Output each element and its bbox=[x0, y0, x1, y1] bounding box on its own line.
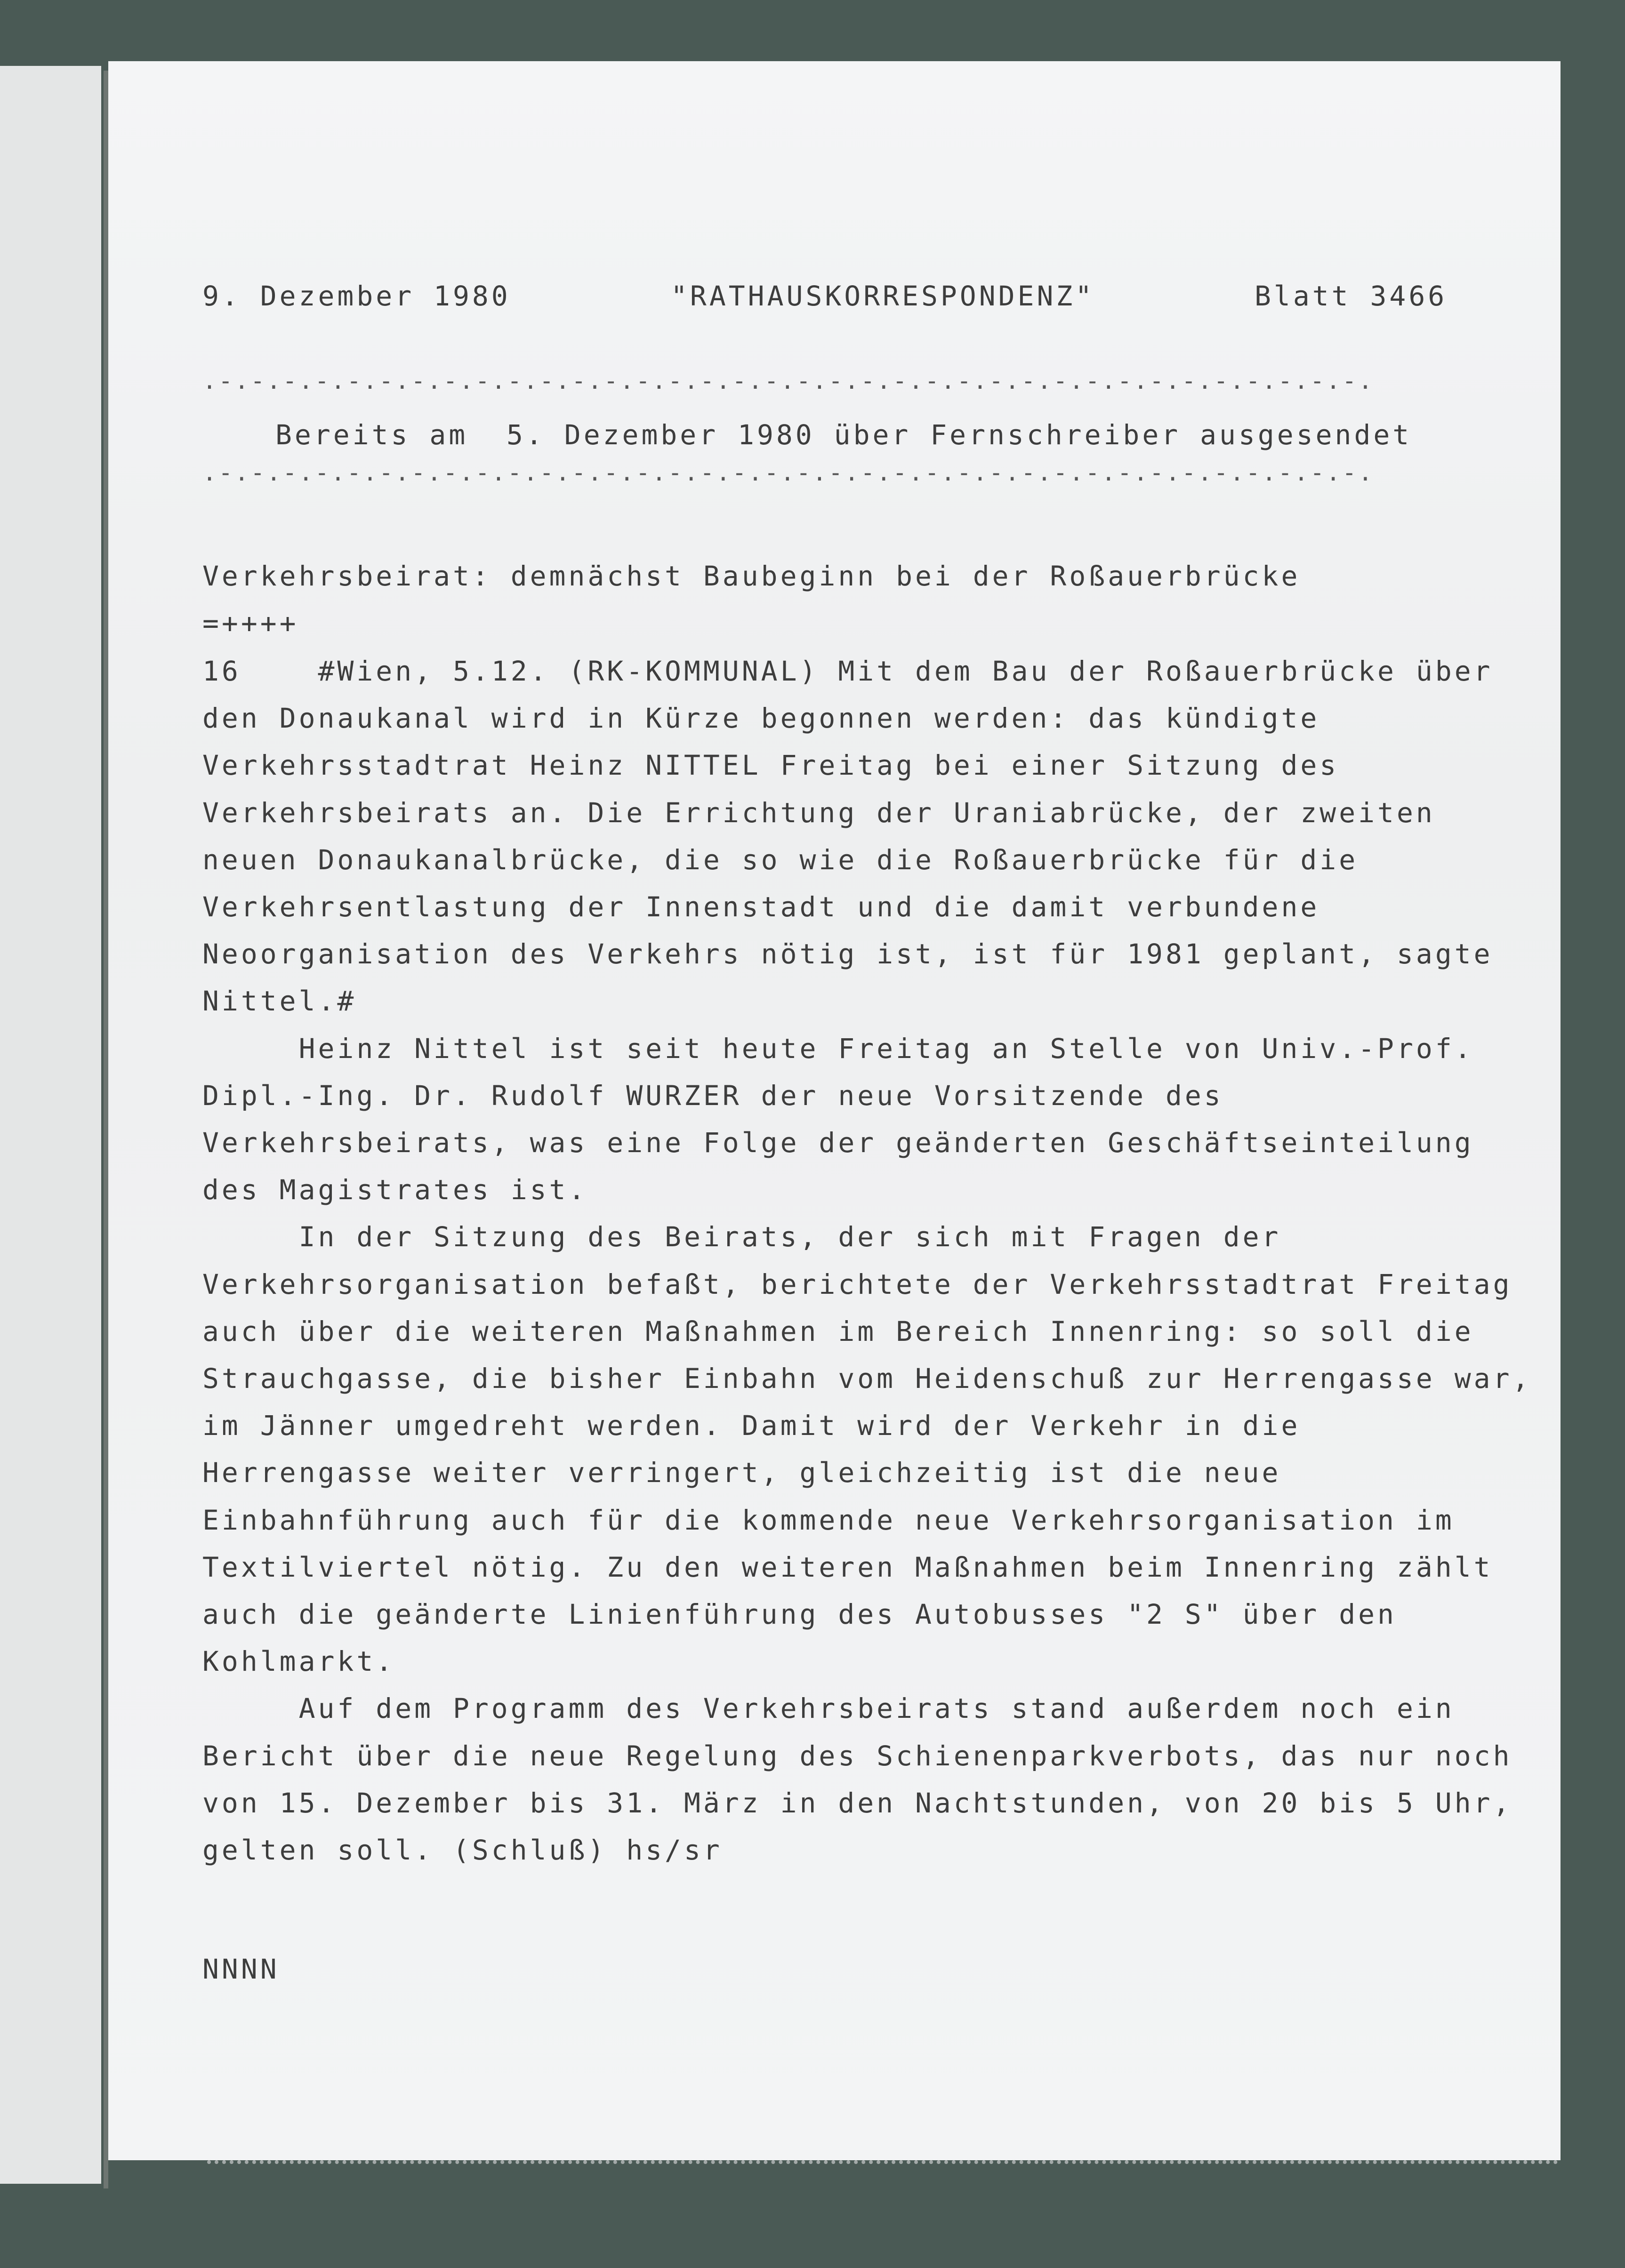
body-line: Herrengasse weiter verringert, gleichzeitig ist die neue bbox=[202, 1457, 1281, 1489]
body-line: auch über die weiteren Maßnahmen im Bereich Innenring: so soll die bbox=[202, 1315, 1474, 1347]
headline-mark: =++++ bbox=[202, 607, 299, 639]
body-line: des Magistrates ist. bbox=[202, 1174, 588, 1206]
separator-top: .-.-.-.-.-.-.-.-.-.-.-.-.-.-.-.-.-.-.-.-.-.-.-.-.-.-.-.-.-.-.-.-.-.-.-.-. bbox=[202, 367, 1375, 394]
body-line: Neoorganisation des Verkehrs nötig ist, ist für 1981 geplant, sagte bbox=[202, 938, 1493, 970]
headline: Verkehrsbeirat: demnächst Baubeginn bei der Roßauerbrücke bbox=[202, 560, 1301, 592]
body-line: Verkehrsbeirats an. Die Errichtung der Uraniabrücke, der zweiten bbox=[202, 797, 1435, 829]
end-mark: NNNN bbox=[202, 1953, 280, 1985]
header-sheet-number: Blatt 3466 bbox=[1255, 280, 1448, 312]
body-line: In der Sitzung des Beirats, der sich mit Fragen der bbox=[202, 1221, 1281, 1253]
body-line: Heinz Nittel ist seit heute Freitag an Stelle von Univ.-Prof. bbox=[202, 1033, 1474, 1065]
body-line: auch die geänderte Linienführung des Autobusses "2 S" über den bbox=[202, 1598, 1397, 1630]
body-line: Kohlmarkt. bbox=[202, 1645, 395, 1677]
typewritten-page bbox=[108, 61, 1561, 2160]
sent-notice: Bereits am 5. Dezember 1980 über Fernschreiber ausgesendet bbox=[275, 419, 1412, 451]
body-line: Verkehrsbeirats, was eine Folge der geänderten Geschäftseinteilung bbox=[202, 1127, 1474, 1159]
body-line: Verkehrsentlastung der Innenstadt und die damit verbundene bbox=[202, 891, 1320, 923]
body-line: Nittel.# bbox=[202, 985, 357, 1017]
body-line: gelten soll. (Schluß) hs/sr bbox=[202, 1834, 723, 1866]
body-line: den Donaukanal wird in Kürze begonnen werden: das kündigte bbox=[202, 702, 1320, 734]
body-line: Verkehrsorganisation befaßt, berichtete der Verkehrsstadtrat Freitag bbox=[202, 1268, 1512, 1300]
body-line: Textilviertel nötig. Zu den weiteren Maßnahmen beim Innenring zählt bbox=[202, 1551, 1493, 1583]
body-line: Strauchgasse, die bisher Einbahn vom Heidenschuß zur Herrengasse war, bbox=[202, 1362, 1532, 1394]
body-line: Einbahnführung auch für die kommende neue Verkehrsorganisation im bbox=[202, 1504, 1455, 1536]
binding-shadow bbox=[104, 71, 108, 2188]
body-line: Verkehrsstadtrat Heinz NITTEL Freitag bei einer Sitzung des bbox=[202, 749, 1339, 781]
body-line: 16 #Wien, 5.12. (RK-KOMMUNAL) Mit dem Bau der Roßauerbrücke über bbox=[202, 655, 1493, 687]
header-date: 9. Dezember 1980 bbox=[202, 280, 511, 312]
body-line: Bericht über die neue Regelung des Schienenparkverbots, das nur noch bbox=[202, 1740, 1512, 1772]
page-edge-perforation bbox=[207, 2160, 1558, 2178]
separator-bottom: .-.-.-.-.-.-.-.-.-.-.-.-.-.-.-.-.-.-.-.-.-.-.-.-.-.-.-.-.-.-.-.-.-.-.-.-. bbox=[202, 459, 1375, 486]
body-line: von 15. Dezember bis 31. März in den Nachtstunden, von 20 bis 5 Uhr, bbox=[202, 1787, 1512, 1819]
body-line: neuen Donaukanalbrücke, die so wie die Roßauerbrücke für die bbox=[202, 844, 1359, 876]
body-line: im Jänner umgedreht werden. Damit wird der Verkehr in die bbox=[202, 1410, 1301, 1442]
adjacent-page-edge bbox=[0, 66, 101, 2184]
page-text bbox=[202, 61, 1532, 1985]
header-title: "RATHAUSKORRESPONDENZ" bbox=[671, 280, 1095, 312]
body-line: Auf dem Programm des Verkehrsbeirats stand außerdem noch ein bbox=[202, 1692, 1455, 1724]
body-line: Dipl.-Ing. Dr. Rudolf WURZER der neue Vorsitzende des bbox=[202, 1080, 1223, 1112]
